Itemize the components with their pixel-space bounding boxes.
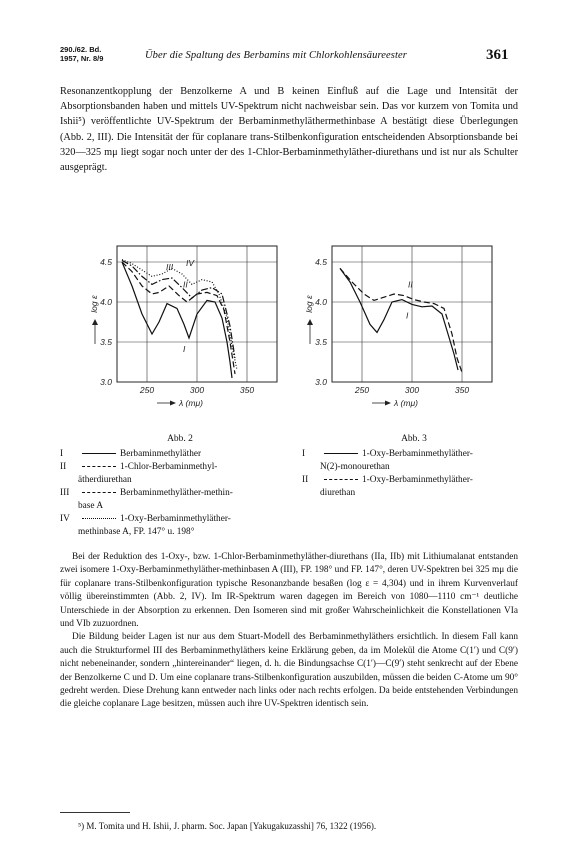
x-tick-label: 300: [404, 385, 420, 395]
x-tick-label: 350: [454, 385, 470, 395]
y-tick-label: 3.0: [100, 377, 112, 387]
legend-text: ätherdiurethan: [78, 475, 132, 485]
legend-swatch: [82, 518, 116, 519]
legend-entry: [60, 461, 295, 474]
legend-swatch: [82, 492, 116, 493]
running-title: Über die Spaltung des Berbamins mit Chlorkohlensäureester: [145, 50, 407, 61]
legend-text: Berbaminmethyläther-methin-: [120, 488, 233, 498]
series-line-ii: [122, 262, 235, 374]
curve-label: II: [408, 279, 413, 290]
y-tick-label: 3.0: [315, 377, 327, 387]
legend-entry: [60, 474, 295, 487]
figure-3-caption: Abb. 3: [401, 434, 427, 444]
legend-swatch: [324, 453, 358, 454]
y-tick-label: 3.5: [100, 337, 112, 347]
legend-text: 1-Oxy-Berbaminmethyläther-: [362, 475, 473, 485]
curve-label: I: [183, 344, 186, 354]
y-axis-arrowhead: [307, 319, 313, 325]
figure-2-caption: Abb. 2: [167, 434, 193, 444]
legend-number: III: [60, 488, 70, 498]
figure-2-chart: [85, 238, 285, 416]
legend-entry: [302, 487, 522, 500]
y-tick-label: 4.5: [315, 257, 327, 267]
volume-line-1: 290./62. Bd.: [60, 45, 102, 54]
legend-entry: [60, 500, 295, 513]
intro-paragraph: [60, 84, 518, 175]
volume-line-2: 1957, Nr. 8/9: [60, 53, 104, 63]
x-tick-label: 350: [239, 385, 255, 395]
legend-entry: [60, 513, 295, 526]
legend-entry: [302, 474, 522, 487]
volume-info: [60, 46, 103, 63]
curve-label: IV: [186, 258, 195, 268]
figure-3-chart: [300, 238, 500, 416]
y-axis-label: log ε: [304, 295, 314, 313]
legend-text: 1-Oxy-Berbaminmethyläther-: [362, 449, 473, 459]
x-tick-label: 250: [354, 385, 370, 395]
legend-text: 1-Oxy-Berbaminmethyläther-: [120, 514, 231, 524]
legend-swatch: [82, 453, 116, 454]
y-tick-label: 3.5: [315, 337, 327, 347]
body-paragraph-2: Die Bildung beider Lagen ist nur aus dem Stuart-Modell des Berbaminmethyläthers ersichtlich. In diesem Fall kann auch die Strukturformel III des Berbaminmethyläthers keine Erklärung geben, da im Molekül die Atome C(1′) und C(9′) nicht nebeneinander, sondern „hintereinander“ liegen, d. h. die Bindungsachse C(1′)—C(9′) steht senkrecht auf der Ebene der Benzolkerne C und D. Um eine coplanare trans-Stilbenkonfiguration auszubilden, müssen die beiden C-Atome um 90° gedreht werden. Diese Drehung kann entweder nach links oder nach rechts erfolgen. Da beide entstehenden Verbindungen die gleiche coplanare Lage besitzen, müssen auch ihre UV-Spektren identisch sein.: [60, 632, 518, 710]
legend-entry: [60, 526, 295, 539]
legend-number: I: [60, 449, 64, 459]
legend-entry: [302, 461, 522, 474]
legend-text: N(2)-monourethan: [320, 462, 390, 472]
figure-2-legend: [60, 448, 295, 539]
legend-text: Berbaminmethyläther: [120, 449, 202, 459]
legend-text: diurethan: [320, 488, 356, 498]
y-axis-arrowhead: [92, 319, 98, 325]
y-tick-label: 4.0: [315, 297, 327, 307]
series-line-i: [122, 262, 232, 378]
intro-paragraph-text: Resonanzentkopplung der Benzolkerne A und B keinen Einfluß auf die Lage und Intensität der Absorptionsbanden haben und mittels UV-Spektrum nicht nachweisbar sein. Das vor kurzem von Tomita und Ishii⁵) veröffentlichte UV-Spektrum der Berbaminmethyläthermethinbase A bestätigt diese Überlegungen (Abb. 2, III). Die Intensität der für coplanare trans-Stilbenkonfiguration entscheidenden Absorptionsbande bei 320—325 mμ liegt sogar noch unter der des 1-Chlor-Berbaminmethyläther-diurethans und ist nur als Schulter ausgeprägt.: [60, 86, 518, 174]
x-tick-label: 300: [189, 385, 205, 395]
legend-swatch: [324, 479, 358, 480]
legend-text: base A: [78, 501, 104, 511]
x-axis-label: λ (mμ): [394, 398, 418, 408]
y-tick-label: 4.0: [100, 297, 112, 307]
page-number: 361: [486, 47, 509, 63]
legend-number: II: [60, 462, 67, 472]
legend-swatch: [82, 466, 116, 467]
body-paragraph-1: Bei der Reduktion des 1-Oxy-, bzw. 1-Chlor-Berbaminmethyläther-diurethans (IIa, IIb) mit Lithiumalanat entstanden zwei isomere 1-Oxy-Berbaminmethyläther-methinbasen A (III), FP. 198° und FP. 147°, deren UV-Spektren bei 325 mμ die für coplanare trans-Stilbenkonfiguration typische Resonanzbande besaßen (log ε = 4,304) und in ihrem Kurvenverlauf völlig übereinstimmten (Abb. 2, IV). Im IR-Spektrum waren dagegen im Bereich von 1080—1110 cm⁻¹ deutliche Unterschiede in der Absorption zu erkennen. Den Isomeren sind mit großer Wahrscheinlichkeit die Konstellationen VIa und VIb zuzuordnen.: [60, 552, 518, 630]
legend-number: II: [302, 475, 309, 485]
x-tick-label: 250: [139, 385, 155, 395]
curve-label: II: [183, 279, 188, 290]
x-axis-label: λ (mμ): [179, 398, 203, 408]
curve-label: III: [166, 262, 174, 272]
x-axis-arrowhead: [170, 401, 176, 406]
legend-entry: [60, 448, 295, 461]
body-text: [60, 551, 518, 712]
legend-text: 1-Chlor-Berbaminmethyl-: [120, 462, 218, 472]
legend-entry: [60, 487, 295, 500]
figure-2-svg: [85, 238, 285, 416]
legend-number: IV: [60, 514, 70, 524]
footnote: ⁵) M. Tomita und H. Ishii, J. pharm. Soc. Japan [Yakugakuzasshi] 76, 1322 (1956).: [78, 821, 377, 831]
curve-label: I: [406, 310, 409, 321]
legend-entry: [302, 448, 522, 461]
legend-text: methinbase A, FP. 147° u. 198°: [78, 527, 195, 537]
figure-3-legend: [302, 448, 522, 500]
legend-number: I: [302, 449, 306, 459]
footnote-rule: [60, 812, 130, 813]
x-axis-arrowhead: [385, 401, 391, 406]
y-axis-label: log ε: [89, 295, 99, 313]
figure-3-svg: [300, 238, 500, 416]
y-tick-label: 4.5: [100, 257, 112, 267]
series-line-i: [340, 268, 458, 370]
